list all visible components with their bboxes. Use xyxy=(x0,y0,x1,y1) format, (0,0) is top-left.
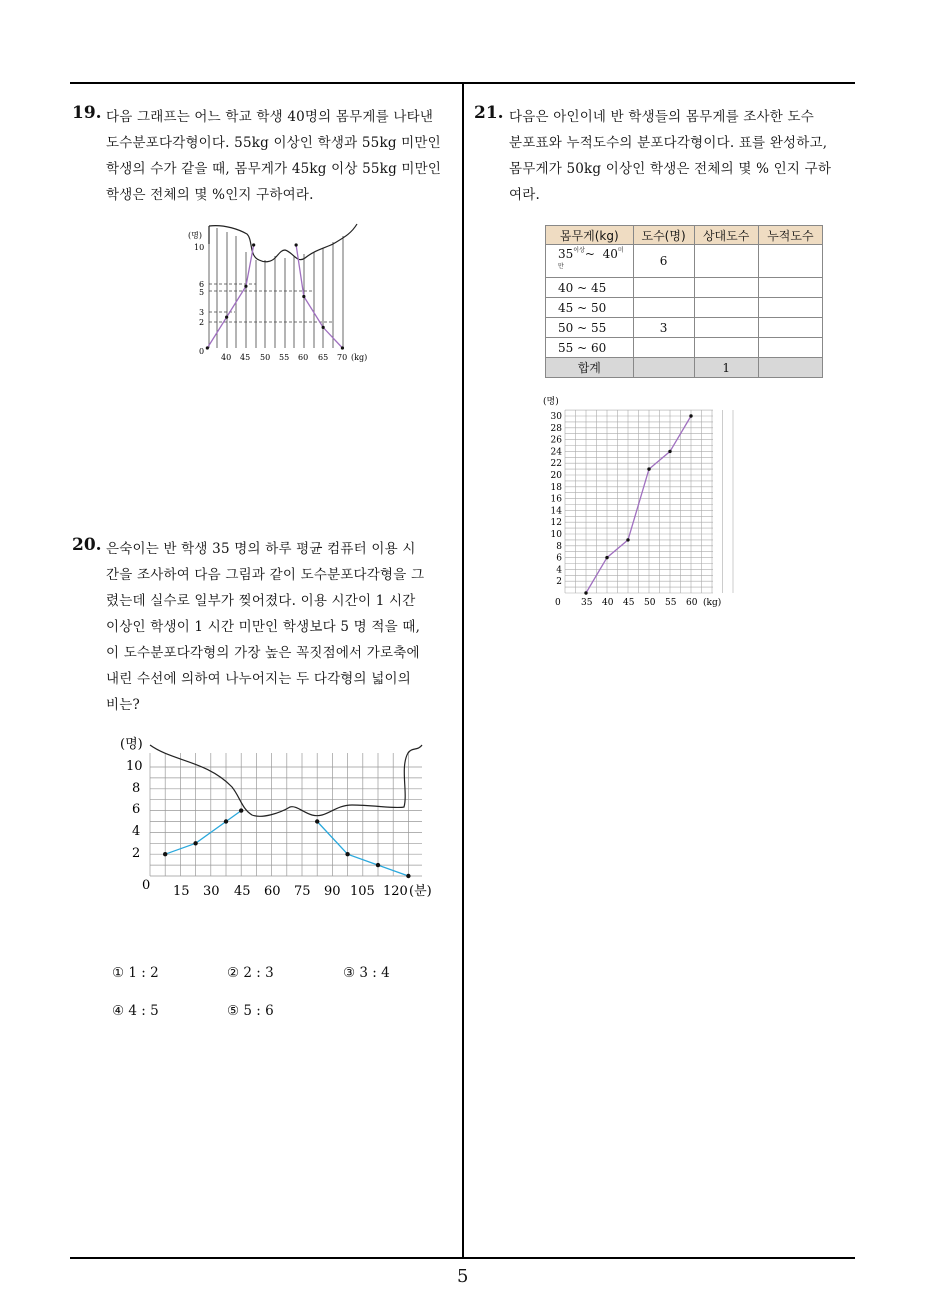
q19-y-tick-3: 3 xyxy=(199,308,205,317)
q21-number: 21. xyxy=(474,103,504,123)
q20-origin: 0 xyxy=(142,878,151,893)
q21-x-unit: (kg) xyxy=(703,598,722,608)
header-cumulative: 누적도수 xyxy=(758,226,822,245)
rel-cell[interactable] xyxy=(694,245,758,278)
rel-cell[interactable] xyxy=(694,318,758,338)
q19-line-4: 학생은 전체의 몇 %인지 구하여라. xyxy=(106,187,314,203)
freq-cell[interactable] xyxy=(633,298,694,318)
q19-number: 19. xyxy=(72,103,102,123)
class-cell xyxy=(546,245,634,278)
q20-line-6: 내린 수선에 의하여 나누어지는 두 다각형의 넓이의 xyxy=(106,671,412,687)
q21-data-point xyxy=(605,556,608,559)
q19-x-tick-55: 55 xyxy=(279,353,290,362)
q20-y-unit: (명) xyxy=(120,737,143,752)
q21-data-point xyxy=(689,414,692,417)
q21-line-2: 분포표와 누적도수의 분포다각형이다. 표를 완성하고, xyxy=(509,135,828,151)
table-row xyxy=(546,318,823,338)
q19-chart xyxy=(185,220,375,368)
total-cum[interactable] xyxy=(758,358,822,378)
q19-origin: 0 xyxy=(199,347,205,356)
q21-y-tick-label: 30 xyxy=(550,412,562,422)
total-label: 합계 xyxy=(546,358,634,378)
q20-data-point xyxy=(193,841,197,845)
q21-y-tick-label: 4 xyxy=(556,565,562,576)
class-cell: 55 ~ 60 xyxy=(546,338,634,358)
q19-data-point xyxy=(206,346,209,349)
freq-cell[interactable]: 6 xyxy=(633,245,694,278)
q20-number: 20. xyxy=(72,535,102,555)
rel-cell[interactable] xyxy=(694,298,758,318)
cum-cell[interactable] xyxy=(758,318,822,338)
q20-y-tick-8: 8 xyxy=(132,781,141,796)
q21-chart xyxy=(535,393,735,613)
header-relative: 상대도수 xyxy=(694,226,758,245)
q21-x-tick-35: 35 xyxy=(581,598,593,608)
header-weight: 몸무게(kg) xyxy=(546,226,634,245)
q20-data-point xyxy=(406,874,410,878)
q19-x-tick-40: 40 xyxy=(221,353,232,362)
total-freq[interactable] xyxy=(633,358,694,378)
cum-cell[interactable] xyxy=(758,338,822,358)
q19-x-tick-60: 60 xyxy=(298,353,309,362)
rel-cell[interactable] xyxy=(694,338,758,358)
class-low: 35 xyxy=(558,247,574,261)
q19-line-2: 도수분포다각형이다. 55kg 이상인 학생과 55kg 미만인 xyxy=(106,135,441,151)
q20-x-tick-90: 90 xyxy=(324,884,341,899)
q21-y-tick-label: 8 xyxy=(556,541,562,552)
page-number: 5 xyxy=(457,1266,469,1287)
q20-y-tick-2: 2 xyxy=(132,846,141,861)
q20-line-1: 은숙이는 반 학생 35 명의 하루 평균 컴퓨터 이용 시 xyxy=(106,541,416,557)
freq-cell[interactable] xyxy=(633,278,694,298)
q20-data-point xyxy=(224,819,228,823)
q20-line-4: 이상인 학생이 1 시간 미만인 학생보다 5 명 적을 때, xyxy=(106,619,421,635)
q19-x-unit: (kg) xyxy=(351,353,368,362)
q19-data-point xyxy=(252,243,255,246)
q21-x-tick-60: 60 xyxy=(686,598,698,608)
q21-origin: 0 xyxy=(555,598,561,608)
q20-option-1[interactable]: ① 1 : 2 xyxy=(112,965,159,981)
q19-data-point xyxy=(302,295,305,298)
q21-data-point xyxy=(668,450,671,453)
q19-series-line xyxy=(207,245,253,348)
q20-x-tick-45: 45 xyxy=(234,884,251,899)
q20-y-tick-6: 6 xyxy=(132,802,141,817)
q20-data-point xyxy=(376,863,380,867)
q21-y-tick-label: 26 xyxy=(550,435,562,446)
total-rel: 1 xyxy=(694,358,758,378)
q20-x-unit: (분) xyxy=(409,884,432,899)
q21-y-tick-label: 2 xyxy=(556,577,562,588)
q21-x-tick-55: 55 xyxy=(665,598,677,608)
q20-data-point xyxy=(163,852,167,856)
q21-y-tick-label: 20 xyxy=(550,471,562,481)
q21-line-4: 여라. xyxy=(509,187,540,203)
q20-line-2: 간을 조사하여 다음 그림과 같이 도수분포다각형을 그 xyxy=(106,567,425,583)
q20-line-3: 렸는데 실수로 일부가 찢어졌다. 이용 시간이 1 시간 xyxy=(106,593,416,609)
q19-x-tick-45: 45 xyxy=(240,353,251,362)
q21-y-tick-label: 16 xyxy=(550,494,562,505)
q20-option-5[interactable]: ⑤ 5 : 6 xyxy=(227,1003,274,1019)
q19-y-unit: (명) xyxy=(188,231,202,240)
table-row xyxy=(546,278,823,298)
tag-lt: 미만 xyxy=(558,247,624,270)
table-row xyxy=(546,245,823,278)
table-header-row xyxy=(546,226,823,245)
q20-y-tick-10: 10 xyxy=(126,759,143,774)
q20-line-7: 비는? xyxy=(106,697,140,713)
q19-data-point xyxy=(341,346,344,349)
q20-option-2[interactable]: ② 2 : 3 xyxy=(227,965,274,981)
q21-x-tick-40: 40 xyxy=(602,598,614,608)
tag-ge: 이상 xyxy=(573,247,585,254)
class-cell: 40 ~ 45 xyxy=(546,278,634,298)
q20-data-point xyxy=(345,852,349,856)
q20-line-5: 이 도수분포다각형의 가장 높은 꼭짓점에서 가로축에 xyxy=(106,645,420,661)
table-total-row xyxy=(546,358,823,378)
q19-line-3: 학생의 수가 같을 때, 몸무게가 45kg 이상 55kg 미만인 xyxy=(106,161,442,177)
q20-x-tick-75: 75 xyxy=(294,884,311,899)
q21-line-3: 몸무게가 50kg 이상인 학생은 전체의 몇 % 인지 구하 xyxy=(509,161,832,177)
class-cell: 45 ~ 50 xyxy=(546,298,634,318)
q21-y-tick-label: 14 xyxy=(550,506,562,517)
q21-y-tick-label: 22 xyxy=(550,459,562,470)
q21-x-tick-50: 50 xyxy=(644,598,656,608)
q21-y-unit: (명) xyxy=(543,397,559,407)
q19-x-tick-70: 70 xyxy=(337,353,348,362)
cum-cell[interactable] xyxy=(758,245,822,278)
q21-x-tick-45: 45 xyxy=(623,598,635,608)
q19-y-tick-5: 5 xyxy=(199,288,205,297)
q19-data-point xyxy=(225,316,228,319)
q19-y-tick-2: 2 xyxy=(199,318,205,327)
q21-y-tick-label: 24 xyxy=(550,447,562,458)
q21-data-point xyxy=(626,538,629,541)
class-high: 40 xyxy=(602,247,618,261)
rel-cell[interactable] xyxy=(694,278,758,298)
q20-option-4[interactable]: ④ 4 : 5 xyxy=(112,1003,159,1019)
q20-x-tick-60: 60 xyxy=(264,884,281,899)
q19-data-point xyxy=(295,243,298,246)
q21-y-tick-label: 28 xyxy=(550,423,562,434)
q19-line-1: 다음 그래프는 어느 학교 학생 40명의 몸무게를 나타낸 xyxy=(106,109,434,125)
column-divider xyxy=(462,82,464,1258)
q19-y-tick-10: 10 xyxy=(194,243,205,252)
q20-chart xyxy=(112,733,442,903)
q20-option-3[interactable]: ③ 3 : 4 xyxy=(343,965,390,981)
bottom-rule xyxy=(70,1257,855,1259)
q20-x-tick-30: 30 xyxy=(203,884,220,899)
q21-data-point xyxy=(647,467,650,470)
q20-x-tick-105: 105 xyxy=(350,884,375,899)
table-row xyxy=(546,338,823,358)
q20-x-tick-120: 120 xyxy=(383,884,408,899)
q21-y-tick-label: 12 xyxy=(550,518,562,529)
freq-cell[interactable]: 3 xyxy=(633,318,694,338)
q19-data-point xyxy=(244,285,247,288)
q21-frequency-table xyxy=(545,225,823,378)
q19-data-point xyxy=(322,326,325,329)
cum-cell[interactable] xyxy=(758,278,822,298)
q20-data-point xyxy=(239,808,243,812)
cum-cell[interactable] xyxy=(758,298,822,318)
q21-y-tick-label: 18 xyxy=(550,482,562,493)
table-row xyxy=(546,298,823,318)
class-cell: 50 ~ 55 xyxy=(546,318,634,338)
q20-y-tick-4: 4 xyxy=(132,824,141,839)
q21-y-tick-label: 10 xyxy=(550,530,562,540)
q20-x-tick-15: 15 xyxy=(173,884,190,899)
header-frequency: 도수(명) xyxy=(633,226,694,245)
q19-y-tick-6: 6 xyxy=(199,280,205,289)
q21-data-point xyxy=(584,591,587,594)
q20-data-point xyxy=(315,819,319,823)
q21-line-1: 다음은 아인이네 반 학생들의 몸무게를 조사한 도수 xyxy=(509,109,815,125)
class-sep: ~ xyxy=(584,247,595,261)
q19-x-tick-65: 65 xyxy=(318,353,329,362)
freq-cell[interactable] xyxy=(633,338,694,358)
q21-y-tick-label: 6 xyxy=(556,553,562,564)
q19-x-tick-50: 50 xyxy=(260,353,271,362)
